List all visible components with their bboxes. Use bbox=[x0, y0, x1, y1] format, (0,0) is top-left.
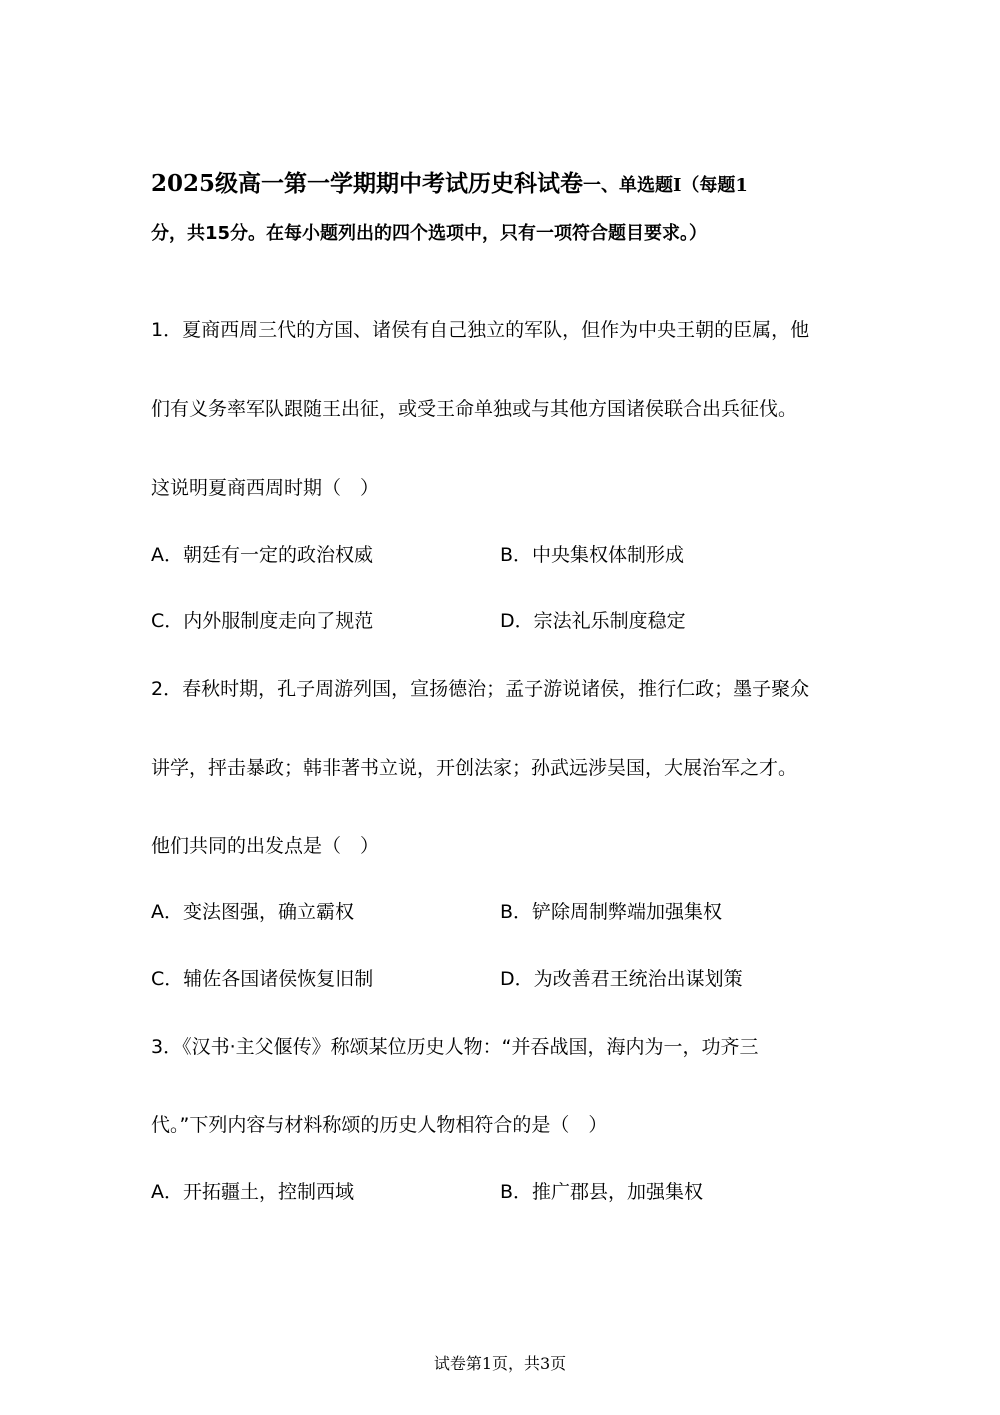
q2-stem-line-3: 他们共同的出发点是（ ） bbox=[151, 835, 380, 857]
exam-title-line bbox=[151, 170, 851, 200]
section-heading-part2: 分，共15分。在每小题列出的四个选项中，只有一项符合题目要求。） bbox=[151, 223, 708, 244]
page-footer: 试卷第1页，共3页 bbox=[433, 1354, 567, 1373]
q1-stem-line-3: 这说明夏商西周时期（ ） bbox=[151, 477, 380, 499]
q3-option-b: B．推广郡县，加强集权 bbox=[500, 1181, 704, 1203]
q3-stem-line-1: 3．《汉书·主父偃传》称颂某位历史人物：“并吞战国，海内为一，功齐三 bbox=[151, 1036, 759, 1058]
q2-stem-line-2: 讲学，抨击暴政；韩非著书立说，开创法家；孙武远涉吴国，大展治军之才。 bbox=[151, 757, 798, 779]
q2-option-d: D．为改善君王统治出谋划策 bbox=[500, 968, 743, 990]
q1-option-d: D．宗法礼乐制度稳定 bbox=[500, 610, 686, 632]
q1-option-c: C．内外服制度走向了规范 bbox=[151, 610, 374, 632]
q1-stem-line-2: 们有义务率军队跟随王出征，或受王命单独或与其他方国诸侯联合出兵征伐。 bbox=[151, 398, 798, 420]
q1-stem-line-1: 1．夏商西周三代的方国、诸侯有自己独立的军队，但作为中央王朝的臣属，他 bbox=[151, 319, 810, 341]
q2-option-c: C．辅佐各国诸侯恢复旧制 bbox=[151, 968, 374, 990]
q3-stem-line-2: 代。”下列内容与材料称颂的历史人物相符合的是（ ） bbox=[151, 1114, 608, 1136]
q2-option-b: B．铲除周制弊端加强集权 bbox=[500, 901, 723, 923]
exam-title: 2025级高一第一学期期中考试历史科试卷 bbox=[151, 170, 584, 197]
q3-option-a: A．开拓疆土，控制西域 bbox=[151, 1181, 354, 1203]
q2-stem-line-1: 2．春秋时期，孔子周游列国，宣扬德治；孟子游说诸侯，推行仁政；墨子聚众 bbox=[151, 678, 810, 700]
q1-option-a: A．朝廷有一定的政治权威 bbox=[151, 544, 373, 566]
section-heading-part1: 一、单选题Ⅰ（每题1 bbox=[583, 175, 748, 196]
q2-option-a: A．变法图强，确立霸权 bbox=[151, 901, 354, 923]
q1-option-b: B．中央集权体制形成 bbox=[500, 544, 685, 566]
